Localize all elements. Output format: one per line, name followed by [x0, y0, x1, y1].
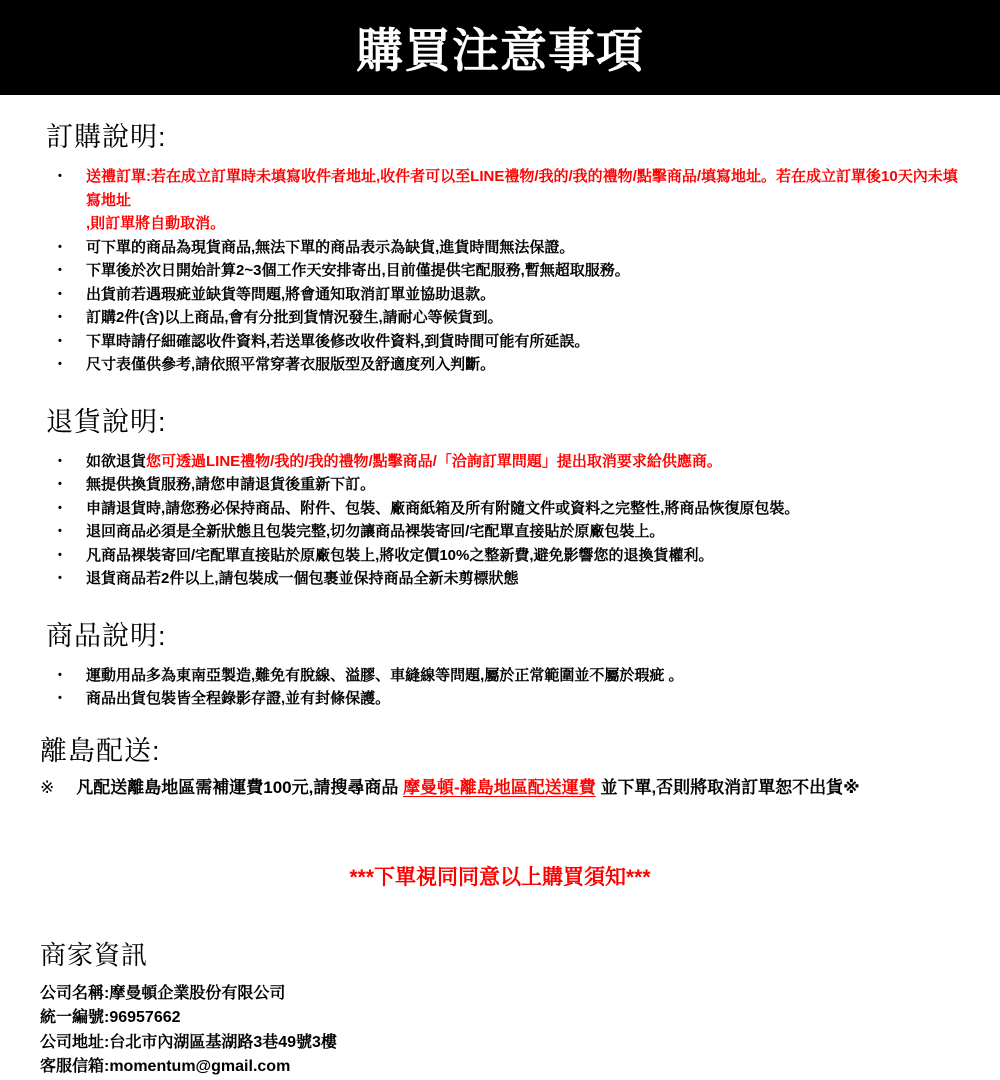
merchant-info-heading: 商家資訊 [40, 939, 149, 970]
reference-mark: ※ [40, 777, 55, 797]
section-islands-heading: 離島配送: [40, 735, 161, 766]
bullet-item: • 運動用品多為東南亞製造,難免有脫線、溢膠、車縫線等問題,屬於正常範圍並不屬於瑕疵 。 [56, 664, 960, 688]
bullet-text-line1: • 送禮訂單:若在成立訂單時未填寫收件者地址,收件者可以至LINE禮物/我的/我的禮物/點擊商品/填寫地址。若在成立訂單後10天內未填寫地址 [86, 168, 958, 209]
islands-note-suffix: 並下單,否則將取消訂單恕不出貨※ [595, 777, 860, 797]
section-product-notes [40, 614, 960, 711]
bullet-item: • 凡商品裸裝寄回/宅配單直接貼於原廠包裝上,將收定價10%之整新費,避免影響您的退換貨權利。 [56, 544, 960, 568]
bullet-text-line2: ,則訂單將自動取消。 [86, 215, 226, 232]
islands-note-text [76, 775, 859, 801]
islands-note-line [40, 775, 960, 801]
agreement-notice: ***下單視同同意以上購買須知*** [349, 865, 651, 889]
bullet-item: • 無提供換貨服務,請您申請退貨後重新下訂。 [56, 473, 960, 497]
section-outlying-islands [40, 729, 960, 801]
section-order-instructions [40, 115, 960, 377]
bullet-item: • 下單後於次日開始計算2~3個工作天安排寄出,目前僅提供宅配服務,暫無超取服務。 [56, 259, 960, 283]
section-product-heading: 商品說明: [46, 620, 167, 651]
merchant-contact-clipped: 客服信箱:momentum@gmail.com [40, 1058, 291, 1075]
islands-note-prefix: 凡配送離島地區需補運費100元,請搜尋商品 [76, 777, 404, 797]
section-returns-heading: 退貨說明: [46, 406, 167, 437]
bullet-item: • 退貨商品若2件以上,請包裝成一個包裹並保持商品全新未剪標狀態 [56, 567, 960, 591]
bullet-item [56, 165, 960, 236]
bullet-text-black: 如欲退貨 [86, 452, 147, 470]
section-merchant-info [40, 935, 960, 1080]
bullet-text-red: 您可透過LINE禮物/我的/我的禮物/點擊商品/「洽詢訂單問題」提出取消要求給供應商。 [146, 452, 722, 470]
section-order-heading: 訂購說明: [46, 122, 167, 152]
bullet-item [56, 450, 960, 474]
bullet-item: • 退回商品必須是全新狀態且包裝完整,切勿讓商品裸裝寄回/宅配單直接貼於原廠包裝上。 [56, 520, 960, 544]
bullet-item: • 下單時請仔細確認收件資料,若送單後修改收件資料,到貨時間可能有所延誤。 [56, 330, 960, 354]
bullet-item: • 出貨前若遇瑕疵並缺貨等問題,將會通知取消訂單並協助退款。 [56, 283, 960, 307]
merchant-address: 公司地址:台北市內湖區基湖路3巷49號3樓 [40, 1033, 337, 1051]
bullet-item: • 訂購2件(含)以上商品,會有分批到貨情況發生,請耐心等候貨到。 [56, 306, 960, 330]
bullet-item: • 尺寸表僅供參考,請依照平常穿著衣服版型及舒適度列入判斷。 [56, 353, 960, 377]
merchant-company-name: 公司名稱:摩曼頓企業股份有限公司 [40, 984, 286, 1002]
notice-body [0, 115, 1000, 1080]
merchant-tax-id: 統一編號:96957662 [40, 1009, 181, 1026]
page-header [0, 0, 1000, 95]
bullet-item: • 可下單的商品為現貨商品,無法下單的商品表示為缺貨,進貨時間無法保證。 [56, 236, 960, 260]
returns-bullet-list [40, 450, 960, 591]
islands-shipping-product-name: 摩曼頓-離島地區配送運費 [403, 777, 596, 797]
section-return-instructions [40, 400, 960, 591]
bullet-item: • 商品出貨包裝皆全程錄影存證,並有封條保護。 [56, 687, 960, 711]
order-bullet-list [40, 165, 960, 377]
page-title: 購買注意事項 [356, 24, 644, 77]
bullet-item: • 申請退貨時,請您務必保持商品、附件、包裝、廠商紙箱及所有附隨文件或資料之完整性,將商品恢復原包裝。 [56, 497, 960, 521]
product-bullet-list [40, 664, 960, 711]
